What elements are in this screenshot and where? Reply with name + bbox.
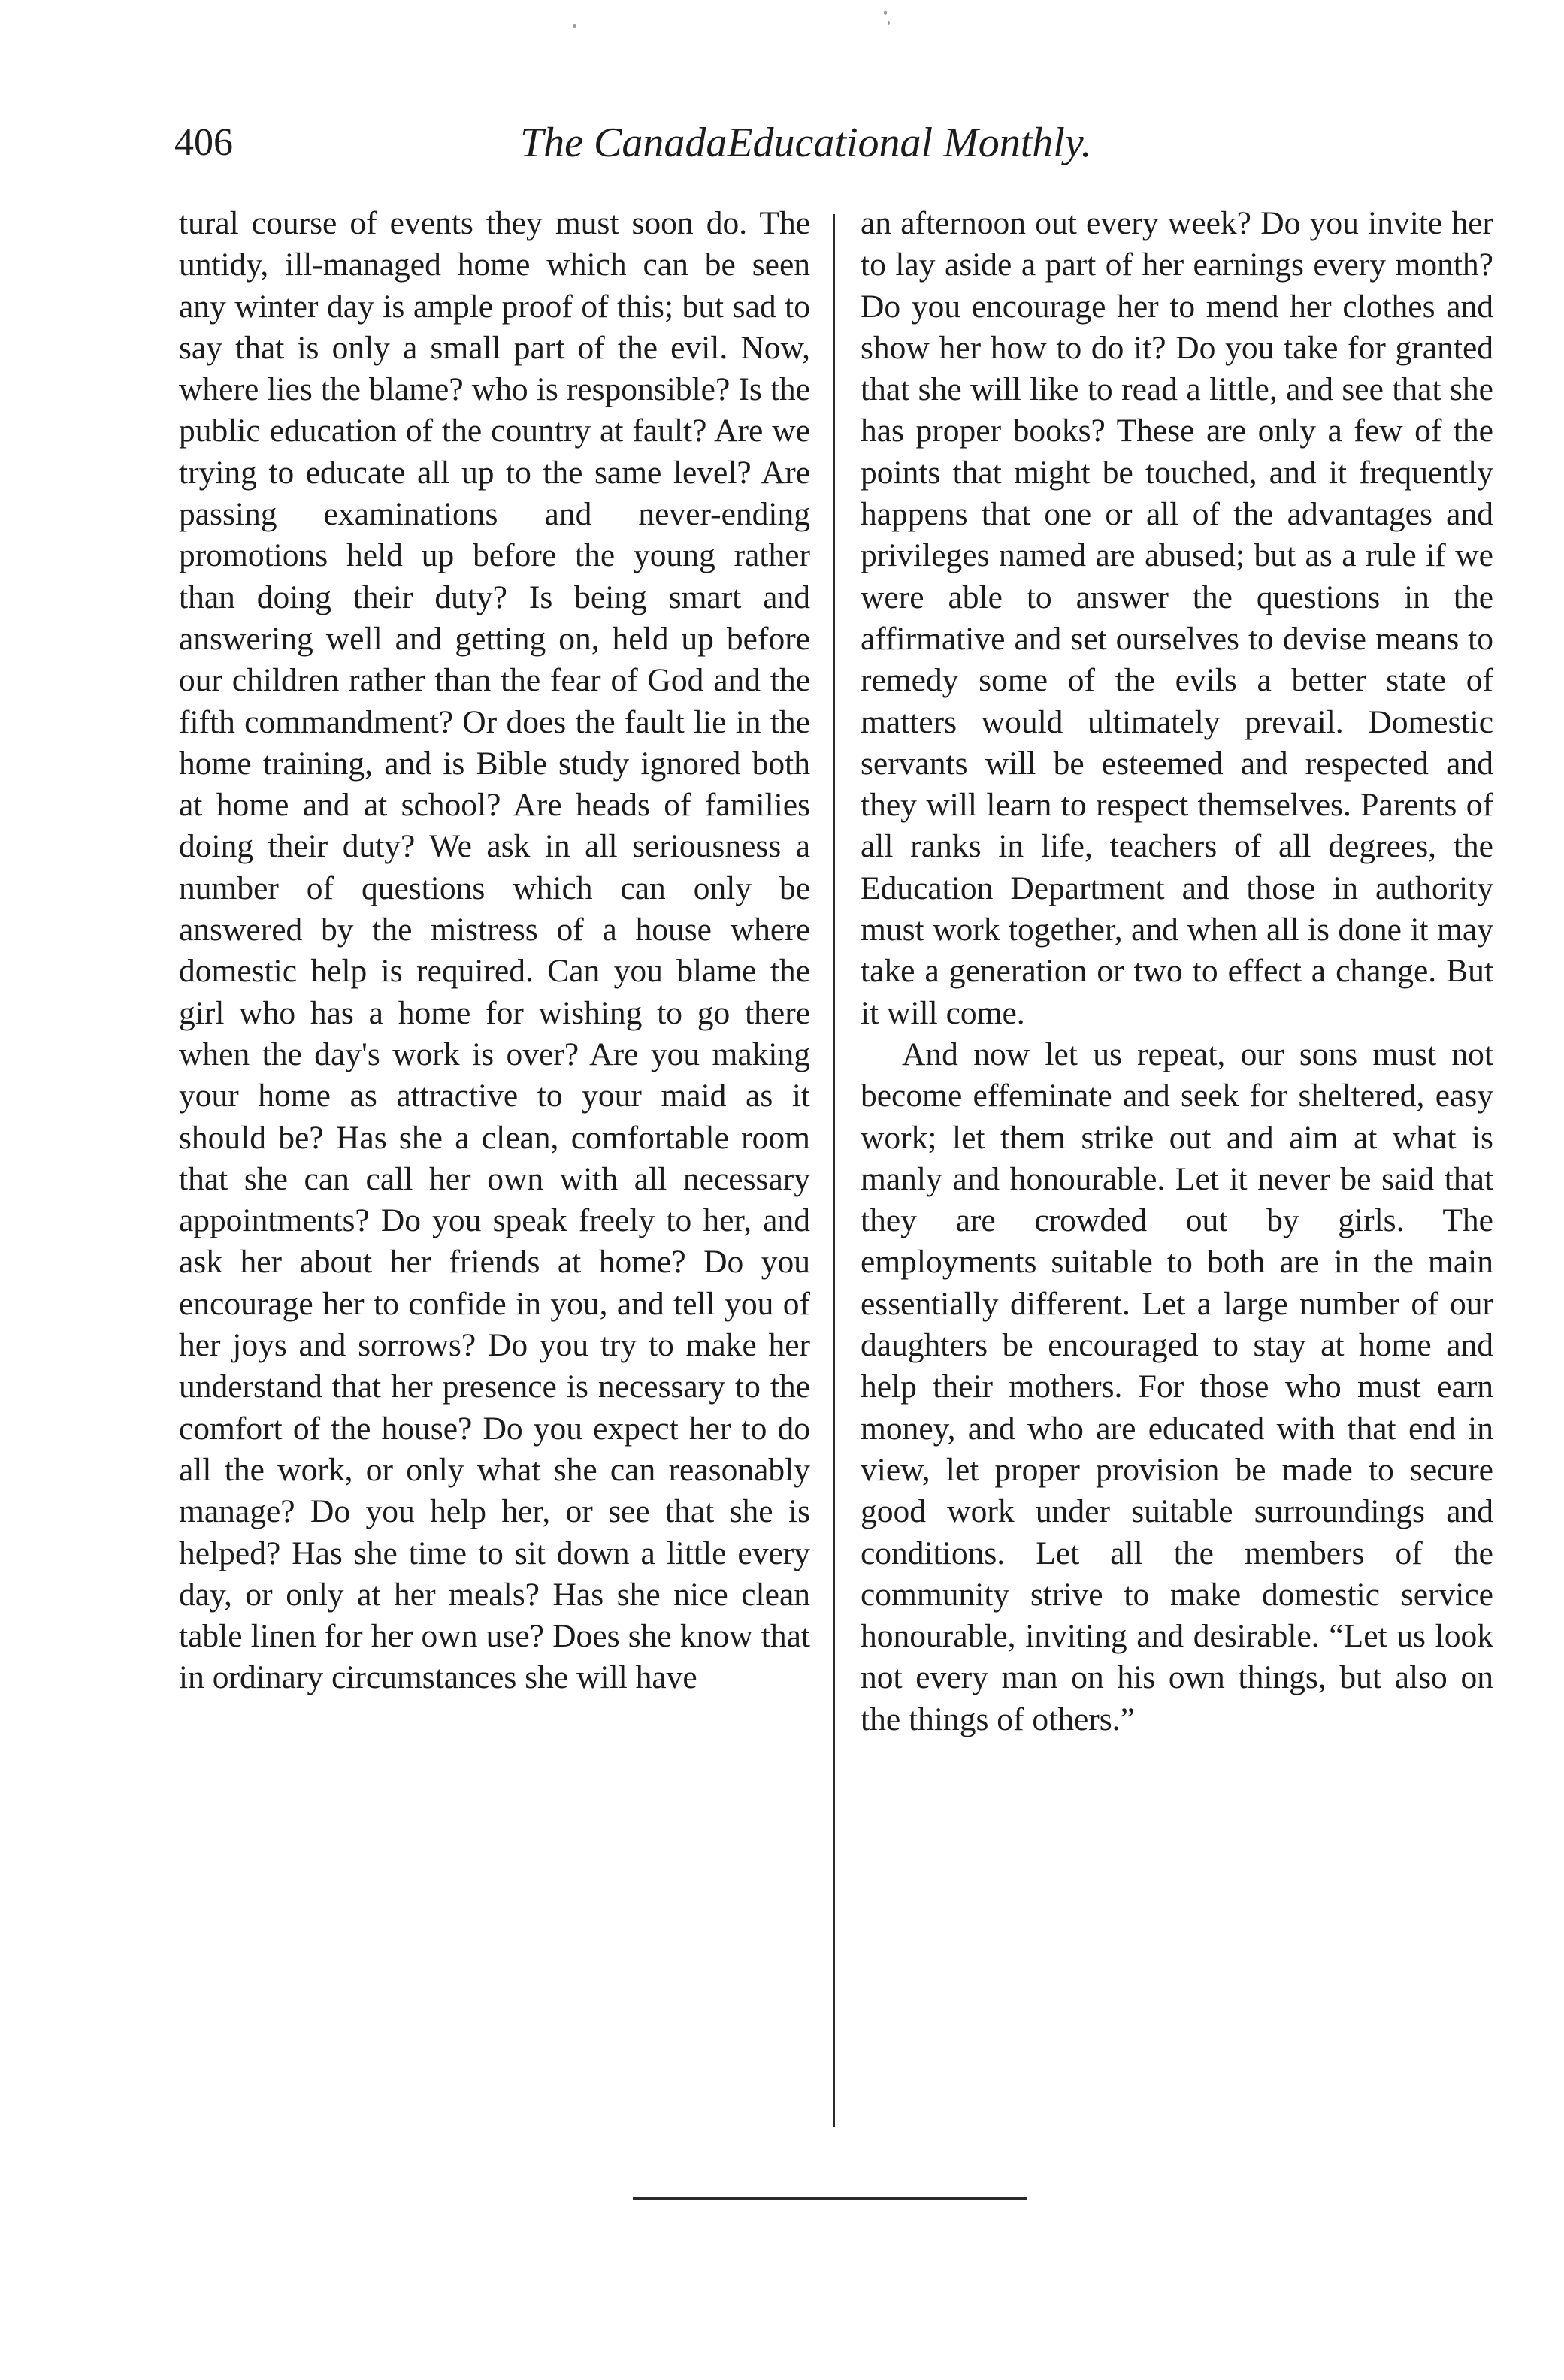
ink-speck (888, 21, 890, 25)
page-number: 406 (174, 121, 233, 164)
running-title: The CanadaEducational Monthly. (520, 119, 1092, 166)
ink-speck (884, 11, 887, 15)
left-column (179, 203, 810, 1699)
right-column (861, 203, 1493, 1740)
left-column-paragraph: tural course of events they must soon do. The untidy, ill-managed home which can be seen any winter day is ample proof of this; but sad to say that is only a small part of the evil. Now, where lies the blame? who is responsible? Is the public education of the country at fault? Are we trying to educate all up to the same level? Are passing examinations and never-ending promotions held up before the young rather than doing their duty? Is being smart and answering well and getting on, held up before our children rather than the fear of God and the fifth commandment? Or does the fault lie in the home training, and is Bible study ignored both at home and at school? Are heads of families doing their duty? We ask in all seriousness a number of questions which can only be answered by the mistress of a house where domestic help is required. Can you blame the girl who has a home for wishing to go there when the day's work is over? Are you making your home as attractive to your maid as it should be? Has she a clean, comfortable room that she can call her own with all necessary appointments? Do you speak freely to her, and ask her about her friends at home? Do you encourage her to confide in you, and tell you of her joys and sorrows? Do you try to make her understand that her presence is necessary to the comfort of the house? Do you expect her to do all the work, or only what she can reasonably manage? Do you help her, or see that she is helped? Has she time to sit down a little every day, or only at her meals? Has she nice clean table linen for her own use? Does she know that in ordinary circumstances she will have (179, 205, 810, 1696)
column-divider (833, 214, 835, 2127)
right-column-paragraph-1: an afternoon out every week? Do you invite her to lay aside a part of her earnings every month? Do you encourage her to mend her clothes and show her how to do it? Do you take for granted that she will like to read a little, and see that she has proper books? These are only a few of the points that might be touched, and it frequently happens that one or all of the advantages and privileges named are abused; but as a rule if we were able to answer the questions in the affirmative and set ourselves to devise means to remedy some of the evils a better state of matters would ultimately prevail. Domestic servants will be esteemed and respected and they will learn to respect themselves. Parents of all ranks in life, teachers of all degrees, the Education Department and those in authority must work together, and when all is done it may take a generation or two to effect a change. But it will come. (861, 205, 1493, 1031)
right-column-paragraph-2: And now let us repeat, our sons must not become effeminate and seek for sheltered, easy work; let them strike out and aim at what is manly and honourable. Let it never be said that they are crowded out by girls. The employments suitable to both are in the main essentially different. Let a large number of our daughters be encouraged to stay at home and help their mothers. For those who must earn money, and who are educated with that end in view, let proper provision be made to secure good work under suitable surroundings and conditions. Let all the members of the community strive to make domestic service honourable, inviting and desirable. “Let us look not every man on his own things, but also on the things of others.” (861, 1036, 1493, 1737)
page-header (174, 113, 1505, 173)
section-end-rule (633, 2197, 1027, 2200)
ink-speck (573, 24, 576, 28)
